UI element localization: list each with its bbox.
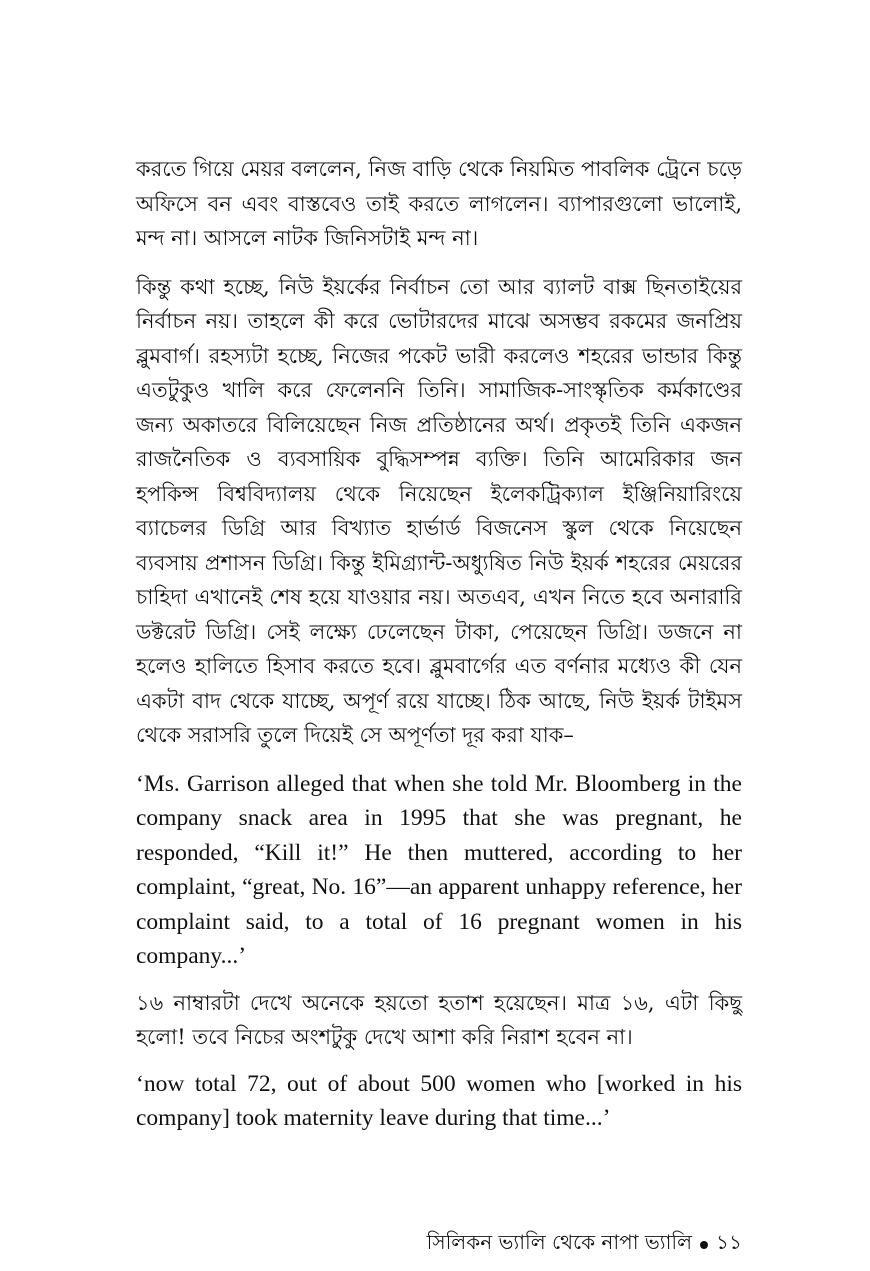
paragraph-number-16: ১৬ নাম্বারটা দেখে অনেকে হয়তো হতাশ হয়েছেন। মাত্র ১৬, এটা কিছু হলো! তবে নিচের অংশটুকু দেখে আশা করি নিরাশ হবেন না। <box>136 990 742 1049</box>
page-body <box>136 152 742 1136</box>
page-footer <box>427 1228 742 1261</box>
bullet-separator <box>700 1241 708 1249</box>
quote-maternity-leave: ‘now total 72, out of about 500 women who [worked in his company] took maternity leave during that time...’ <box>136 1070 742 1131</box>
quote-garrison: ‘Ms. Garrison alleged that when she told Mr. Bloomberg in the company snack area in 1995 that she was pregnant, he responded, “Kill it!” He then muttered, according to her complaint, “great, No. 16”—an apparent unhappy reference, her complaint said, to a total of 16 pregnant women in his company...’ <box>136 770 742 969</box>
page-number: ১১ <box>716 1230 742 1254</box>
paragraph-mayor-train: করতে গিয়ে মেয়র বললেন, নিজ বাড়ি থেকে নিয়মিত পাবলিক ট্রেনে চড়ে অফিসে বন এবং বাস্তবেও তাই করতে লাগলেন। ব্যাপারগুলো ভালোই, মন্দ না। আসলে নাটক জিনিসটাই মন্দ না। <box>136 157 742 250</box>
paragraph-bloomberg-popularity: কিন্তু কথা হচ্ছে, নিউ ইয়র্কের নির্বাচন তো আর ব্যালট বাক্স ছিনতাইয়ের নির্বাচন নয়। তাহলে কী করে ভোটারদের মাঝে অসম্ভব রকমের জনপ্রিয় ব্লুমবার্গ। রহস্যটা হচ্ছে, নিজের পকেট ভারী করলেও শহরের ভান্ডার কিন্তু এতটুকুও খালি করে ফেলেননি তিনি। সামাজিক-সাংস্কৃতিক কর্মকাণ্ডের জন্য অকাতরে বিলিয়েছেন নিজ প্রতিষ্ঠানের অর্থ। প্রকৃতই তিনি একজন রাজনৈতিক ও ব্যবসায়িক বুদ্ধিসম্পন্ন ব্যক্তি। তিনি আমেরিকার জন হপকিন্স বিশ্ববিদ্যালয় থেকে নিয়েছেন ইলেকট্রিক্যাল ইঞ্জিনিয়ারিংয়ে ব্যাচেলর ডিগ্রি আর বিখ্যাত হার্ভার্ড বিজনেস স্কুল থেকে নিয়েছেন ব্যবসায় প্রশাসন ডিগ্রি। কিন্তু ইমিগ্র্যান্ট-অধ্যুষিত নিউ ইয়র্ক শহরের মেয়রের চাহিদা এখানেই শেষ হয়ে যাওয়ার নয়। অতএব, এখন নিতে হবে অনারারি ডক্টরেট ডিগ্রি। সেই লক্ষ্যে ঢেলেছেন টাকা, পেয়েছেন ডিগ্রি। ডজনে না হলেও হালিতে হিসাব করতে হবে। ব্লুমবার্গের এত বর্ণনার মধ্যেও কী যেন একটা বাদ থেকে যাচ্ছে, অপূর্ণ রয়ে যাচ্ছে। ঠিক আছে, নিউ ইয়র্ক টাইমস থেকে সরাসরি তুলে দিয়েই সে অপূর্ণতা দূর করা যাক– <box>136 274 742 747</box>
running-title: সিলিকন ভ্যালি থেকে নাপা ভ্যালি <box>426 1230 693 1254</box>
